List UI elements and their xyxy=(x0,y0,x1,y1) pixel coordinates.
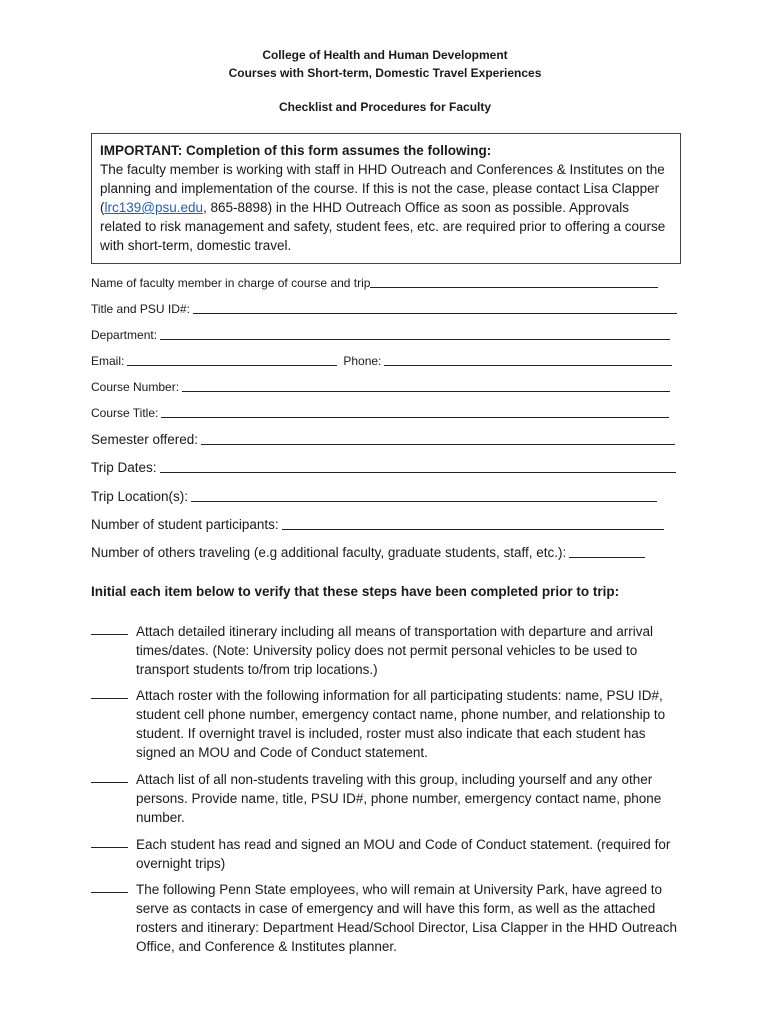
email-label: Email: xyxy=(91,354,125,368)
initials-blank[interactable] xyxy=(91,686,128,699)
notice-text-end: , 865-8898) in the HHD Outreach Office as soon as possible. Approvals related to risk management and safety, student fees, etc. are required prior to offering a course with short-term, domestic travel. xyxy=(100,200,666,253)
semester-input-line[interactable] xyxy=(201,444,675,445)
checklist-item xyxy=(91,880,691,956)
checklist-item xyxy=(91,770,691,827)
trip-dates-field xyxy=(91,460,676,475)
num-students-field xyxy=(91,517,664,532)
checklist-item xyxy=(91,686,691,762)
course-title-input-line[interactable] xyxy=(161,417,669,418)
email-phone-field xyxy=(91,354,672,368)
course-title-label: Course Title: xyxy=(91,406,159,420)
course-number-input-line[interactable] xyxy=(182,391,670,392)
num-others-field xyxy=(91,545,645,560)
semester-label: Semester offered: xyxy=(91,432,199,447)
checklist-item-text: Attach detailed itinerary including all means of transportation with departure and arrival times/dates. (Note: University policy does not permit personal vehicles to be used to transport students to/from trip locations.) xyxy=(136,624,654,677)
checklist-item xyxy=(91,622,691,679)
checklist-item xyxy=(91,835,691,873)
trip-dates-label: Trip Dates: xyxy=(91,460,157,475)
notice-heading: IMPORTANT: Completion of this form assumes the following: xyxy=(100,143,492,158)
checklist-item-text: The following Penn State employees, who will remain at University Park, have agreed to serve as contacts in case of emergency and will have this form, as well as the attached rosters and itinerary: Department Head/School Director, Lisa Clapper in the HHD Outreach Office, and Conference & Institutes planner. xyxy=(136,882,677,954)
email-link[interactable]: lrc139@psu.edu xyxy=(104,200,204,215)
course-title-field xyxy=(91,406,669,420)
num-students-input-line[interactable] xyxy=(282,529,664,530)
notice-text xyxy=(100,160,672,255)
initials-blank[interactable] xyxy=(91,835,128,848)
checklist-item-text: Each student has read and signed an MOU and Code of Conduct statement. (required for overnight trips) xyxy=(136,837,671,871)
faculty-name-input-line[interactable] xyxy=(370,287,658,288)
college-name: College of Health and Human Development xyxy=(262,48,508,62)
important-notice-box xyxy=(91,133,681,264)
initials-instructions: Initial each item below to verify that these steps have been completed prior to trip: xyxy=(91,584,620,599)
phone-input-line[interactable] xyxy=(384,365,672,366)
trip-dates-input-line[interactable] xyxy=(160,472,676,473)
num-others-input-line[interactable] xyxy=(569,557,645,558)
department-input-line[interactable] xyxy=(160,339,670,340)
num-others-label: Number of others traveling (e.g additional faculty, graduate students, staff, etc.): xyxy=(91,545,567,560)
department-field xyxy=(91,328,670,342)
initials-blank[interactable] xyxy=(91,770,128,783)
semester-field xyxy=(91,432,675,447)
initials-blank[interactable] xyxy=(91,622,128,635)
checklist-item-text: Attach list of all non-students traveling with this group, including yourself and any other persons. Provide name, title, PSU ID#, phone number, emergency contact name, phone number. xyxy=(136,772,662,825)
trip-locations-input-line[interactable] xyxy=(191,501,657,502)
phone-label: Phone: xyxy=(343,354,382,368)
initials-blank[interactable] xyxy=(91,880,128,893)
trip-locations-label: Trip Location(s): xyxy=(91,489,189,504)
notice-text-start: The faculty member is working with staff in HHD Outreach and Conferences & Institutes on the planning and implementation of the course. If this is not the case, please contact Lisa Clapper ( xyxy=(100,162,665,215)
faculty-name-field xyxy=(91,276,658,290)
form-title: Checklist and Procedures for Faculty xyxy=(278,100,492,114)
checklist-item-text: Attach roster with the following information for all participating students: name, PSU ID#, student cell phone number, emergency contact name, phone number, and relationship to student. If overnight travel is included, roster must also indicate that each student has signed an MOU and Code of Conduct statement. xyxy=(136,688,666,760)
course-number-field xyxy=(91,380,670,394)
form-subtitle: Courses with Short-term, Domestic Travel Experiences xyxy=(228,66,542,80)
title-id-label: Title and PSU ID#: xyxy=(91,302,190,316)
title-id-field xyxy=(91,302,677,316)
course-number-label: Course Number: xyxy=(91,380,180,394)
faculty-name-label: Name of faculty member in charge of course and trip xyxy=(91,276,371,290)
title-id-input-line[interactable] xyxy=(193,313,677,314)
trip-locations-field xyxy=(91,489,657,504)
email-input-line[interactable] xyxy=(127,365,337,366)
num-students-label: Number of student participants: xyxy=(91,517,279,532)
department-label: Department: xyxy=(91,328,158,342)
